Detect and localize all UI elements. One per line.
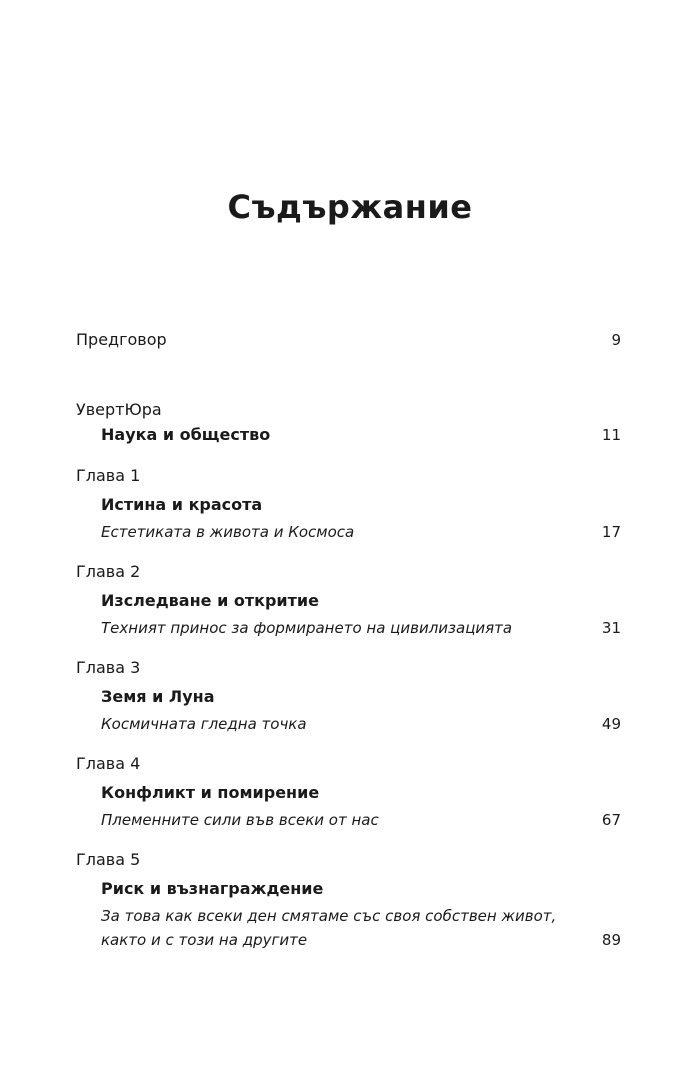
toc-entry-preface[interactable] [76, 328, 621, 352]
table-of-contents [76, 328, 621, 952]
chapter-page-number: 49 [601, 715, 621, 733]
preface-page-number: 9 [611, 331, 621, 349]
chapter-subtitle-line-2: както и с този на другите [101, 931, 308, 949]
toc-entry-chapter-4[interactable] [76, 752, 621, 832]
chapter-subtitle-row [76, 520, 621, 544]
overture-page-number: 11 [601, 426, 621, 444]
chapter-label: Глава 2 [76, 562, 141, 581]
overture-heading-row [76, 422, 621, 448]
chapter-subtitle-line-1: За това как всеки ден смятаме със своя собствен живот, [101, 907, 557, 925]
chapter-heading: Изследване и откритие [101, 591, 319, 610]
overture-heading: Наука и общество [101, 425, 271, 444]
toc-entry-chapter-3[interactable] [76, 656, 621, 736]
preface-label: Предговор [76, 330, 167, 349]
chapter-page-number: 67 [601, 811, 621, 829]
chapter-heading: Истина и красота [101, 495, 263, 514]
toc-entry-overture[interactable] [76, 398, 621, 448]
chapter-label: Глава 4 [76, 754, 141, 773]
toc-entry-chapter-1[interactable] [76, 464, 621, 544]
chapter-heading: Конфликт и помирение [101, 783, 320, 802]
chapter-subtitle: Племенните сили във всеки от нас [101, 811, 379, 829]
chapter-label: Глава 5 [76, 850, 141, 869]
chapter-page-number: 31 [601, 619, 621, 637]
page-title: Съдържание [227, 188, 473, 226]
chapter-subtitle-row [76, 904, 621, 952]
chapter-page-number: 17 [601, 523, 621, 541]
toc-entry-chapter-2[interactable] [76, 560, 621, 640]
chapter-label: Глава 3 [76, 658, 141, 677]
chapter-label: Глава 1 [76, 466, 141, 485]
chapter-subtitle-row [76, 712, 621, 736]
overture-label: УвертЮра [76, 400, 162, 419]
chapter-page-number: 89 [601, 931, 621, 949]
chapter-subtitle: Естетиката в живота и Космоса [101, 523, 355, 541]
chapter-heading: Земя и Луна [101, 687, 215, 706]
toc-entry-chapter-5[interactable] [76, 848, 621, 952]
chapter-subtitle-row [76, 808, 621, 832]
chapter-subtitle-row [76, 616, 621, 640]
chapter-subtitle: Техният принос за формирането на цивилизацията [101, 619, 513, 637]
chapter-subtitle: Космичната гледна точка [101, 715, 307, 733]
chapter-heading: Риск и възнаграждение [101, 879, 324, 898]
